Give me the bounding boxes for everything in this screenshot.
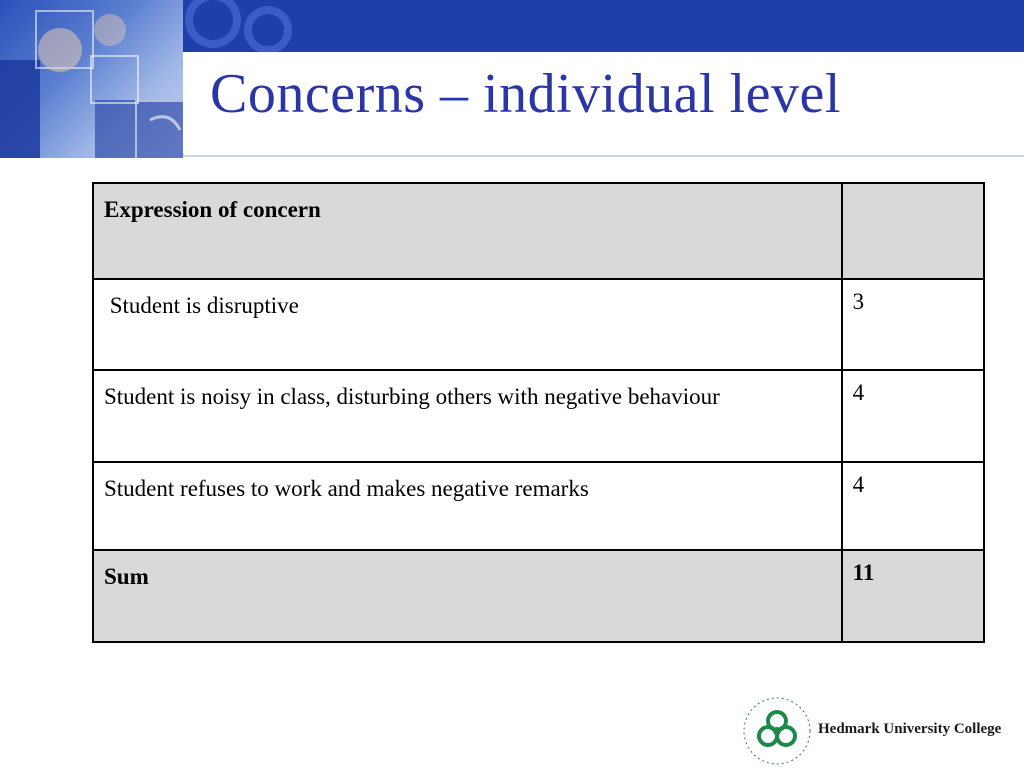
- table-row: [93, 370, 984, 462]
- college-emblem-icon: [742, 695, 812, 765]
- header-label: Expression of concern: [93, 183, 842, 279]
- table-header-row: [93, 183, 984, 279]
- row-label: Student is noisy in class, disturbing others with negative behaviour: [93, 370, 842, 462]
- title-underline: [183, 155, 1024, 157]
- footer-logo: [742, 695, 1017, 767]
- total-value: 11: [842, 550, 984, 642]
- header-decoration: [183, 0, 303, 52]
- header-photo: [0, 0, 183, 158]
- page-title: Concerns – individual level: [210, 63, 841, 125]
- table-total-row: [93, 550, 984, 642]
- college-name: Hedmark University College: [818, 721, 1002, 737]
- header-value: [842, 183, 984, 279]
- row-value: 4: [842, 462, 984, 550]
- row-label: Student refuses to work and makes negative remarks: [93, 462, 842, 550]
- row-value: 4: [842, 370, 984, 462]
- concern-table: [92, 182, 985, 643]
- row-label: Student is disruptive: [93, 279, 842, 370]
- total-label: Sum: [93, 550, 842, 642]
- row-value: 3: [842, 279, 984, 370]
- table-row: [93, 462, 984, 550]
- table-row: [93, 279, 984, 370]
